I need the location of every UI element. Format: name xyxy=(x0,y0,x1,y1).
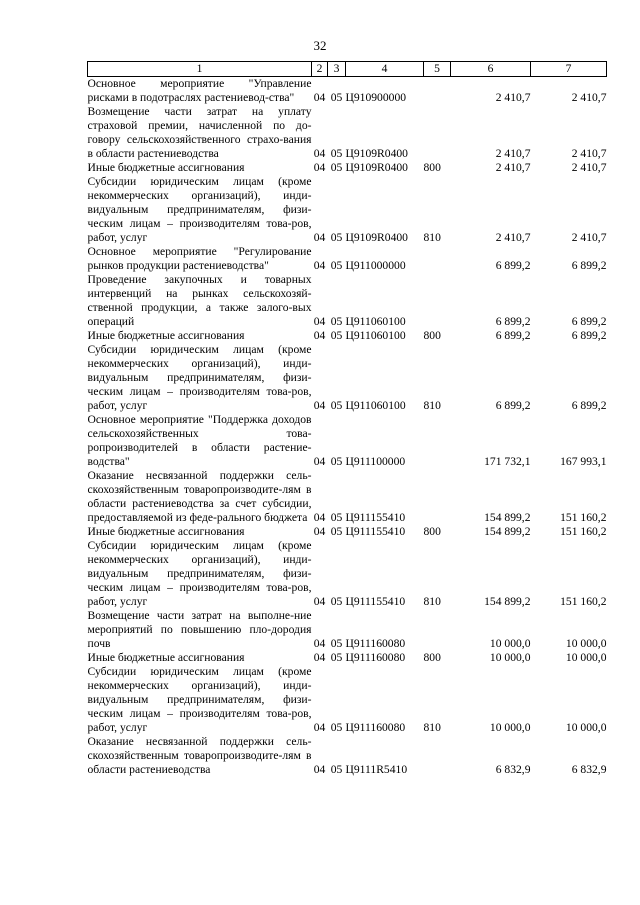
section-code: 04 xyxy=(313,315,326,328)
table-row xyxy=(88,609,607,651)
row-name: Оказание несвязанной поддержки сель-скохозяйственным товаропроизводите-лям в области растениеводства за счет субсидии, предоставляемой из феде-рального бюджета xyxy=(87,469,312,524)
table-header-row xyxy=(88,62,607,77)
amount-year-1: 2 410,7 xyxy=(495,147,531,160)
amount-year-1: 10 000,0 xyxy=(489,651,531,664)
row-name: Субсидии юридическим лицам (кроме некоммерческих организаций), инди-видуальным предпринимателям, физи-ческим лицам – производителям това-ров, работ, услуг xyxy=(87,665,312,734)
target-article-code: Ц9111R5410 xyxy=(345,763,408,776)
section-code: 04 xyxy=(313,455,326,468)
amount-year-2: 151 160,2 xyxy=(560,525,607,538)
amount-year-2: 2 410,7 xyxy=(571,91,607,104)
amount-year-1: 6 832,9 xyxy=(495,763,531,776)
amount-year-1: 10 000,0 xyxy=(489,721,531,734)
column-header-2: 2 xyxy=(312,62,328,77)
table-row xyxy=(88,539,607,609)
target-article-code: Ц9109R0400 xyxy=(345,231,408,244)
expense-type-code xyxy=(424,609,451,651)
amount-year-1: 171 732,1 xyxy=(484,455,531,468)
subsection-code: 05 xyxy=(330,147,343,160)
row-name: Субсидии юридическим лицам (кроме некоммерческих организаций), инди-видуальным предпринимателям, физи-ческим лицам – производителям това-ров, работ, услуг xyxy=(87,175,312,244)
subsection-code: 05 xyxy=(330,399,343,412)
table-row xyxy=(88,413,607,469)
expense-type-code xyxy=(424,413,451,469)
row-name: Основное мероприятие "Регулирование рынков продукции растениеводства" xyxy=(87,245,312,272)
target-article-code: Ц910900000 xyxy=(345,91,407,104)
amount-year-1: 6 899,2 xyxy=(495,315,531,328)
section-code: 04 xyxy=(313,147,326,160)
amount-year-1: 154 899,2 xyxy=(484,595,531,608)
subsection-code: 05 xyxy=(330,721,343,734)
section-code: 04 xyxy=(313,651,326,664)
amount-year-1: 2 410,7 xyxy=(495,161,531,174)
table-row xyxy=(88,329,607,343)
row-name: Иные бюджетные ассигнования xyxy=(87,161,245,174)
row-name: Субсидии юридическим лицам (кроме некоммерческих организаций), инди-видуальным предпринимателям, физи-ческим лицам – производителям това-ров, работ, услуг xyxy=(87,539,312,608)
expense-type-code: 810 xyxy=(423,231,441,244)
target-article-code: Ц911155410 xyxy=(345,511,406,524)
expense-type-code: 800 xyxy=(423,651,441,664)
subsection-code: 05 xyxy=(330,763,343,776)
row-name: Возмещение части затрат на уплату страховой премии, начисленной по до-говору сельскохозяйственного страхо-вания в области растениеводства xyxy=(87,105,312,160)
table-row xyxy=(88,525,607,539)
section-code: 04 xyxy=(313,161,326,174)
expense-type-code: 810 xyxy=(423,399,441,412)
amount-year-2: 2 410,7 xyxy=(571,231,607,244)
row-name: Основное мероприятие "Управление рисками в подотраслях растениевод-ства" xyxy=(87,77,312,104)
subsection-code: 05 xyxy=(330,161,343,174)
row-name: Основное мероприятие "Поддержка доходов сельскохозяйственных това-ропроизводителей в области растение-водства" xyxy=(87,413,312,468)
subsection-code: 05 xyxy=(330,511,343,524)
section-code: 04 xyxy=(313,231,326,244)
section-code: 04 xyxy=(313,259,326,272)
target-article-code: Ц911160080 xyxy=(345,637,406,650)
subsection-code: 05 xyxy=(330,525,343,538)
table-row xyxy=(88,273,607,329)
expense-type-code xyxy=(424,469,451,525)
page-number: 32 xyxy=(313,38,327,53)
section-code: 04 xyxy=(313,595,326,608)
column-header-5: 5 xyxy=(424,62,451,77)
expense-type-code: 810 xyxy=(423,721,441,734)
expense-type-code xyxy=(424,735,451,777)
target-article-code: Ц911060100 xyxy=(345,315,406,328)
table-row xyxy=(88,77,607,106)
amount-year-2: 151 160,2 xyxy=(560,595,607,608)
expense-type-code: 800 xyxy=(423,161,441,174)
column-header-7: 7 xyxy=(531,62,607,77)
column-header-6: 6 xyxy=(451,62,531,77)
expense-type-code: 800 xyxy=(423,329,441,342)
amount-year-1: 154 899,2 xyxy=(484,525,531,538)
amount-year-1: 154 899,2 xyxy=(484,511,531,524)
section-code: 04 xyxy=(313,91,326,104)
table-row xyxy=(88,175,607,245)
row-name: Оказание несвязанной поддержки сель-скохозяйственным товаропроизводите-лям в области растениеводства xyxy=(87,735,312,776)
section-code: 04 xyxy=(313,525,326,538)
amount-year-2: 10 000,0 xyxy=(565,721,607,734)
amount-year-2: 6 899,2 xyxy=(571,329,607,342)
amount-year-1: 2 410,7 xyxy=(495,231,531,244)
budget-table xyxy=(87,61,607,777)
subsection-code: 05 xyxy=(330,329,343,342)
table-row xyxy=(88,105,607,161)
subsection-code: 05 xyxy=(330,259,343,272)
target-article-code: Ц911100000 xyxy=(345,455,406,468)
row-name: Иные бюджетные ассигнования xyxy=(87,329,245,342)
row-name: Возмещение части затрат на выполне-ние мероприятий по повышению пло-дородия почв xyxy=(87,609,312,650)
row-name: Иные бюджетные ассигнования xyxy=(87,651,245,664)
amount-year-2: 10 000,0 xyxy=(565,637,607,650)
subsection-code: 05 xyxy=(330,315,343,328)
expense-type-code: 810 xyxy=(423,595,441,608)
target-article-code: Ц911060100 xyxy=(345,399,406,412)
target-article-code: Ц911160080 xyxy=(345,651,406,664)
table-body xyxy=(88,77,607,778)
row-name: Субсидии юридическим лицам (кроме некоммерческих организаций), инди-видуальным предпринимателям, физи-ческим лицам – производителям това-ров, работ, услуг xyxy=(87,343,312,412)
amount-year-1: 2 410,7 xyxy=(495,91,531,104)
column-header-4: 4 xyxy=(346,62,424,77)
target-article-code: Ц911155410 xyxy=(345,595,406,608)
amount-year-2: 6 832,9 xyxy=(571,763,607,776)
subsection-code: 05 xyxy=(330,91,343,104)
amount-year-2: 2 410,7 xyxy=(571,161,607,174)
section-code: 04 xyxy=(313,763,326,776)
column-header-1: 1 xyxy=(88,62,312,77)
target-article-code: Ц911160080 xyxy=(345,721,406,734)
amount-year-2: 151 160,2 xyxy=(560,511,607,524)
expense-type-code xyxy=(424,77,451,106)
amount-year-1: 6 899,2 xyxy=(495,329,531,342)
row-name: Проведение закупочных и товарных интервенций на рынках сельскохозяй-ственной продукции, а также залого-вых операций xyxy=(87,273,312,328)
row-name: Иные бюджетные ассигнования xyxy=(87,525,245,538)
expense-type-code xyxy=(424,245,451,273)
expense-type-code xyxy=(424,273,451,329)
subsection-code: 05 xyxy=(330,595,343,608)
table-row xyxy=(88,469,607,525)
table-row xyxy=(88,651,607,665)
amount-year-1: 6 899,2 xyxy=(495,399,531,412)
expense-type-code xyxy=(424,105,451,161)
amount-year-2: 6 899,2 xyxy=(571,315,607,328)
target-article-code: Ц911000000 xyxy=(345,259,406,272)
section-code: 04 xyxy=(313,721,326,734)
table-row xyxy=(88,161,607,175)
target-article-code: Ц9109R0400 xyxy=(345,161,408,174)
section-code: 04 xyxy=(313,399,326,412)
amount-year-2: 6 899,2 xyxy=(571,259,607,272)
amount-year-2: 6 899,2 xyxy=(571,399,607,412)
subsection-code: 05 xyxy=(330,637,343,650)
target-article-code: Ц911155410 xyxy=(345,525,406,538)
section-code: 04 xyxy=(313,329,326,342)
amount-year-1: 10 000,0 xyxy=(489,637,531,650)
section-code: 04 xyxy=(313,511,326,524)
table-row xyxy=(88,245,607,273)
section-code: 04 xyxy=(313,637,326,650)
target-article-code: Ц911060100 xyxy=(345,329,406,342)
expense-type-code: 800 xyxy=(423,525,441,538)
subsection-code: 05 xyxy=(330,651,343,664)
table-row xyxy=(88,735,607,777)
subsection-code: 05 xyxy=(330,455,343,468)
amount-year-2: 167 993,1 xyxy=(560,455,607,468)
table-row xyxy=(88,343,607,413)
target-article-code: Ц9109R0400 xyxy=(345,147,408,160)
column-header-3: 3 xyxy=(328,62,346,77)
subsection-code: 05 xyxy=(330,231,343,244)
table-row xyxy=(88,665,607,735)
amount-year-2: 10 000,0 xyxy=(565,651,607,664)
amount-year-1: 6 899,2 xyxy=(495,259,531,272)
amount-year-2: 2 410,7 xyxy=(571,147,607,160)
